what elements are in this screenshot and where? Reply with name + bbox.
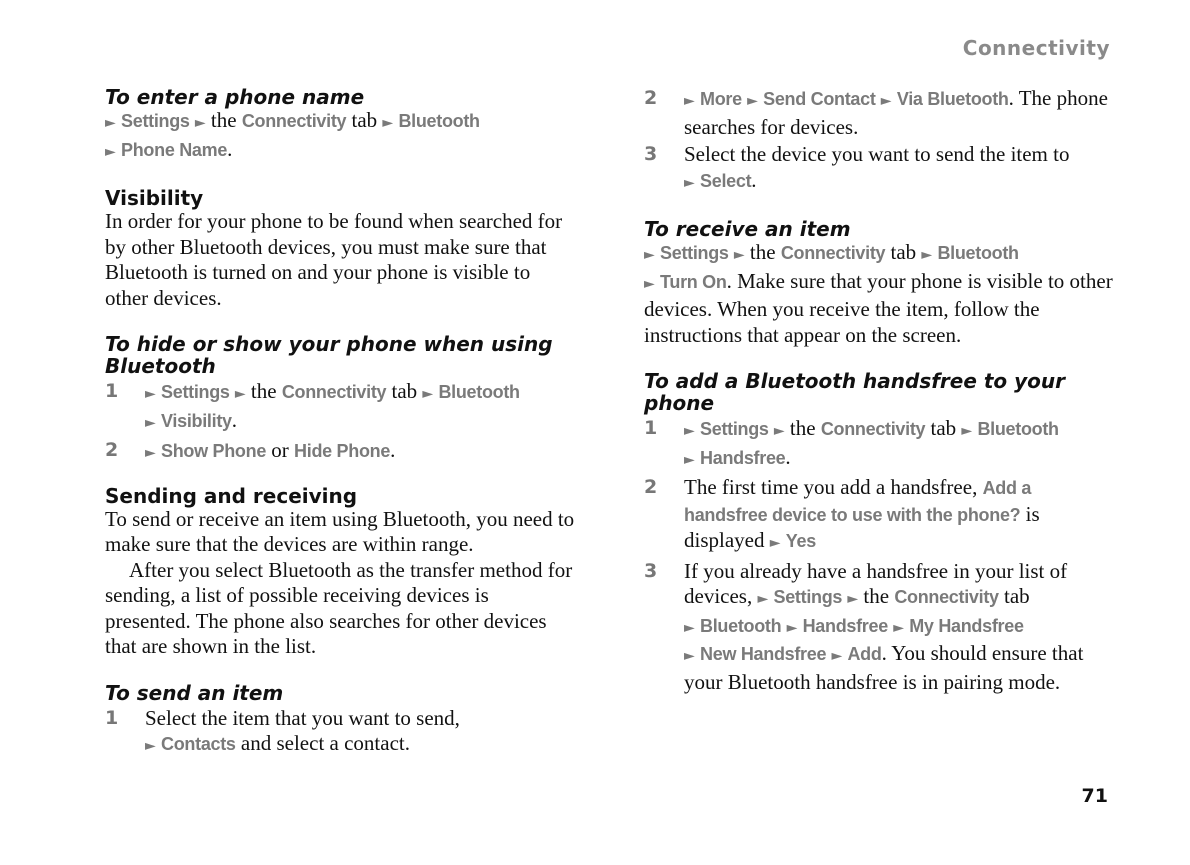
step-text [684, 86, 1114, 140]
menu-item-bluetooth: Bluetooth [700, 615, 782, 636]
menu-item-connectivity: Connectivity [894, 587, 999, 607]
menu-arrow-icon: ► [684, 648, 695, 664]
visibility-text: In order for your phone to be found when searched for by other Bluetooth devices, you must make sure that Bluetooth is turned on and your phone is visible to other devices. [105, 209, 563, 310]
menu-item-hide-phone: Hide Phone [294, 441, 391, 461]
text-fragment: If you already have a handsfree in your list of devices, [684, 558, 1068, 608]
menu-arrow-icon: ► [422, 386, 434, 402]
text-fragment: Select the item that you want to send, [145, 705, 460, 730]
menu-item-settings: Settings [700, 419, 769, 439]
menu-arrow-icon: ► [145, 738, 156, 754]
menu-arrow-icon: ► [880, 93, 892, 109]
menu-item-connectivity: Connectivity [281, 382, 387, 402]
step-item [644, 416, 1114, 473]
phone-name-heading: To enter a phone name [105, 85, 365, 109]
step-text [684, 142, 1114, 196]
sending-receiving-heading: Sending and receiving [105, 483, 358, 508]
receive-item-text [644, 240, 1114, 348]
step-number: 2 [644, 476, 658, 498]
step-item [644, 475, 1114, 557]
step-item [644, 142, 1114, 196]
step-text [145, 706, 575, 760]
menu-item-settings: Settings [660, 243, 729, 263]
prompt-add-handsfree: Add a handsfree device to use with the phone? [684, 478, 1032, 525]
step-text [684, 475, 1114, 557]
menu-arrow-icon: ► [747, 93, 758, 109]
send-item-section [105, 682, 575, 760]
text-fragment: . You should ensure that your Bluetooth handsfree is in pairing mode. [684, 641, 1084, 694]
phone-name-path [105, 108, 575, 165]
step-item [105, 438, 575, 467]
text-fragment: The first time you add a handsfree, [684, 475, 978, 499]
menu-item-connectivity: Connectivity [780, 243, 886, 263]
text-fragment: . Make sure that your phone is visible to other devices. When you receive the item, follow the instructions that appear on the screen. [644, 268, 1113, 347]
menu-arrow-icon: ► [684, 174, 695, 191]
send-item-continued [644, 86, 1114, 196]
menu-arrow-icon: ► [234, 386, 246, 402]
step-number: 2 [105, 439, 119, 461]
step-number: 3 [644, 559, 658, 582]
menu-item-via-bluetooth: Via Bluetooth [896, 89, 1009, 109]
step-item [644, 559, 1114, 696]
menu-arrow-icon: ► [105, 115, 116, 131]
menu-arrow-icon: ► [684, 451, 695, 468]
text-fragment: the [749, 240, 776, 264]
menu-item-settings: Settings [773, 587, 843, 607]
menu-item-bluetooth: Bluetooth [937, 243, 1019, 263]
hide-show-section [105, 333, 575, 467]
text-fragment: . [751, 167, 757, 192]
menu-arrow-icon: ► [145, 386, 156, 402]
menu-item-connectivity: Connectivity [820, 419, 926, 439]
text-fragment: tab [930, 416, 957, 440]
text-fragment: is displayed [684, 501, 1040, 552]
menu-arrow-icon: ► [684, 423, 695, 439]
menu-arrow-icon: ► [105, 143, 116, 160]
visibility-section [105, 187, 575, 311]
menu-item-settings: Settings [121, 111, 190, 131]
menu-item-show-phone: Show Phone [161, 441, 267, 461]
menu-item-new-handsfree: New Handsfree [700, 644, 827, 664]
menu-item-select: Select [700, 170, 752, 191]
text-fragment: or [271, 438, 289, 462]
step-text [684, 416, 1114, 473]
left-column [105, 86, 575, 782]
menu-item-send-contact: Send Contact [763, 89, 876, 109]
menu-item-more: More [700, 89, 742, 109]
hide-show-heading: To hide or show your phone when using Bluetooth [105, 332, 553, 378]
menu-arrow-icon: ► [684, 619, 695, 636]
step-item [644, 86, 1114, 140]
step-number: 1 [644, 417, 658, 439]
menu-item-turn-on: Turn On [660, 271, 727, 292]
text-fragment: the [863, 584, 890, 608]
menu-arrow-icon: ► [145, 414, 156, 431]
section-header: Connectivity [962, 36, 1110, 60]
menu-arrow-icon: ► [644, 275, 655, 292]
menu-arrow-icon: ► [921, 247, 933, 263]
menu-item-bluetooth: Bluetooth [398, 111, 480, 131]
page-number: 71 [1081, 785, 1108, 807]
text-fragment: tab [1003, 584, 1030, 608]
step-text [145, 438, 575, 467]
text-fragment: . The phone searches for devices. [684, 86, 1108, 139]
menu-item-bluetooth: Bluetooth [977, 419, 1059, 439]
text-fragment: . [231, 407, 237, 432]
text-fragment: . [227, 136, 233, 161]
step-text [684, 559, 1114, 696]
step-item [105, 379, 575, 436]
visibility-heading: Visibility [105, 186, 204, 210]
send-item-heading: To send an item [105, 680, 284, 705]
menu-arrow-icon: ► [382, 115, 394, 131]
sending-paragraph-1: To send or receive an item using Bluetooth, you need to make sure that the devices are within range. [105, 506, 575, 556]
text-fragment: . [785, 444, 791, 469]
menu-arrow-icon: ► [644, 247, 655, 263]
menu-item-handsfree: Handsfree [802, 615, 888, 636]
text-fragment: . [390, 438, 396, 462]
step-number: 1 [105, 706, 119, 729]
step-number: 2 [644, 87, 658, 109]
menu-item-visibility: Visibility [161, 410, 232, 431]
step-text [145, 379, 575, 436]
menu-item-handsfree: Handsfree [700, 447, 786, 468]
menu-item-add: Add [847, 644, 882, 664]
text-fragment: the [210, 108, 237, 132]
right-column [644, 86, 1114, 717]
menu-arrow-icon: ► [847, 591, 859, 607]
menu-arrow-icon: ► [769, 535, 781, 551]
text-fragment: the [789, 416, 816, 440]
text-fragment: tab [391, 379, 418, 403]
menu-item-settings: Settings [161, 382, 230, 402]
handsfree-heading: To add a Bluetooth handsfree to your phone [644, 369, 1066, 415]
menu-arrow-icon: ► [733, 247, 745, 263]
receive-item-section [644, 218, 1114, 348]
receive-item-heading: To receive an item [644, 217, 851, 241]
step-number: 1 [105, 380, 119, 402]
text-fragment: tab [890, 240, 917, 264]
phone-name-section [105, 86, 575, 165]
text-fragment: and select a contact. [240, 731, 410, 755]
menu-item-my-handsfree: My Handsfree [909, 615, 1024, 636]
menu-arrow-icon: ► [831, 648, 843, 664]
handsfree-section [644, 370, 1114, 695]
menu-arrow-icon: ► [773, 423, 785, 439]
menu-arrow-icon: ► [786, 619, 798, 636]
menu-arrow-icon: ► [961, 423, 973, 439]
text-fragment: the [250, 379, 277, 403]
text-fragment: tab [351, 108, 378, 132]
menu-arrow-icon: ► [893, 619, 904, 636]
sending-paragraph-2: After you select Bluetooth as the transfer method for sending, a list of possible receiving devices is presented. The phone also searches for other devices that are shown in the list. [105, 557, 573, 658]
sending-receiving-section [105, 485, 575, 660]
step-number: 3 [644, 143, 658, 165]
text-fragment: Select the device you want to send the item to [684, 142, 1070, 166]
menu-item-connectivity: Connectivity [241, 111, 347, 131]
menu-arrow-icon: ► [684, 93, 695, 109]
menu-arrow-icon: ► [757, 591, 769, 607]
menu-arrow-icon: ► [145, 445, 156, 461]
menu-item-contacts: Contacts [161, 734, 236, 754]
step-item [105, 706, 575, 760]
menu-item-bluetooth: Bluetooth [438, 382, 520, 402]
menu-arrow-icon: ► [194, 115, 206, 131]
menu-item-phone-name: Phone Name [121, 139, 228, 160]
menu-item-yes: Yes [785, 531, 816, 551]
